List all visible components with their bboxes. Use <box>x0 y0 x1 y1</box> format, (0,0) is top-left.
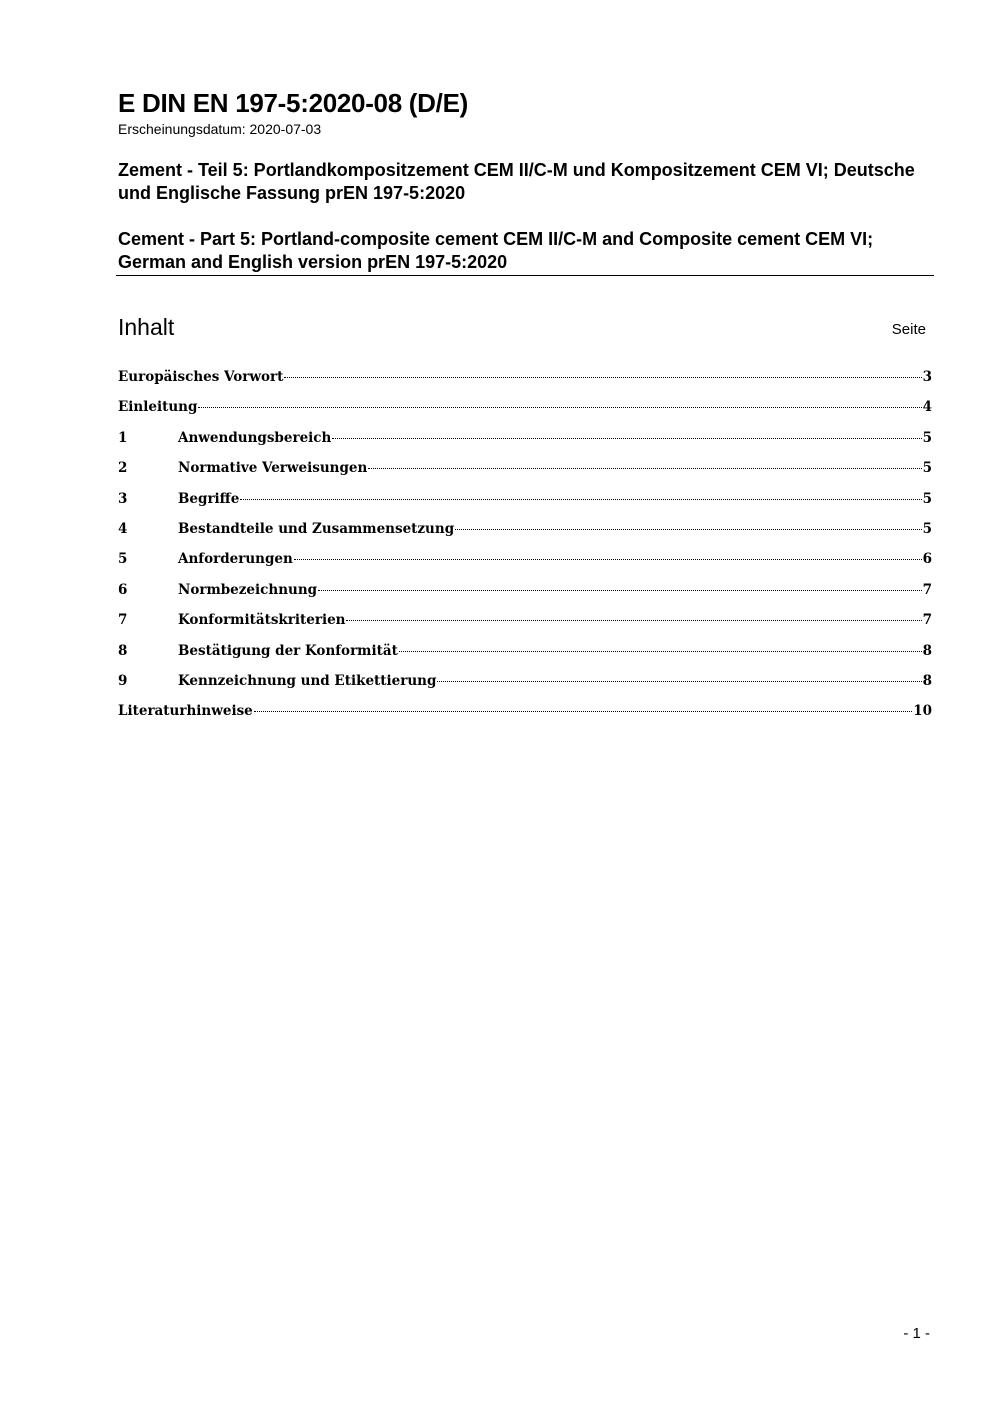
toc-entry[interactable] <box>118 460 932 490</box>
toc-entry-title: Bestandteile und Zusammensetzung <box>178 520 455 537</box>
toc-entry-title: Normative Verweisungen <box>178 460 368 477</box>
toc-entry[interactable] <box>118 521 932 551</box>
toc-entry-page: 5 <box>922 429 932 446</box>
toc-entry[interactable] <box>118 491 932 521</box>
header-divider <box>116 275 934 276</box>
toc-entry-number: 9 <box>118 672 128 689</box>
title-german: Zement - Teil 5: Portlandkompositzement CEM II/C-M und Kompositzement CEM VI; Deutsche und Englische Fassung prEN 197-5:2020 <box>118 160 915 203</box>
toc-leader-dots <box>318 590 922 591</box>
toc-entry-number: 4 <box>118 520 128 537</box>
toc-leader-dots <box>284 377 921 378</box>
toc-entry[interactable] <box>118 399 932 429</box>
toc-entry[interactable] <box>118 703 932 733</box>
toc-entry-page: 5 <box>922 490 932 507</box>
toc-entry[interactable] <box>118 643 932 673</box>
title-english: Cement - Part 5: Portland-composite cement CEM II/C-M and Composite cement CEM VI; German and English version prEN 197-5:2020 <box>118 229 874 272</box>
toc-entry-page: 8 <box>922 672 932 689</box>
toc-entry-page: 8 <box>922 642 932 659</box>
toc-heading: Inhalt <box>118 314 175 340</box>
table-of-contents <box>118 369 932 734</box>
toc-entry-title: Literaturhinweise <box>118 703 253 720</box>
toc-leader-dots <box>254 711 912 712</box>
toc-leader-dots <box>437 681 921 682</box>
toc-entry-number: 6 <box>118 581 128 598</box>
toc-entry-number: 8 <box>118 642 128 659</box>
toc-entry-title: Bestätigung der Konformität <box>178 642 398 659</box>
page-number: - 1 - <box>903 1325 930 1342</box>
toc-entry[interactable] <box>118 673 932 703</box>
toc-leader-dots <box>399 651 922 652</box>
toc-entry[interactable] <box>118 582 932 612</box>
toc-entry-page: 6 <box>922 551 932 568</box>
toc-entry-title: Kennzeichnung und Etikettierung <box>178 672 437 689</box>
toc-entry-page: 3 <box>922 369 932 385</box>
toc-entry[interactable] <box>118 551 932 581</box>
toc-entry-page: 5 <box>922 520 932 537</box>
toc-entry-title: Europäisches Vorwort <box>118 369 284 385</box>
toc-page-column-label: Seite <box>891 321 926 338</box>
toc-entry-page: 10 <box>913 703 932 720</box>
toc-entry-number: 7 <box>118 612 128 629</box>
toc-leader-dots <box>346 620 921 621</box>
toc-entry-number: 5 <box>118 551 128 568</box>
toc-entry-page: 7 <box>922 612 932 629</box>
toc-entry[interactable] <box>118 430 932 460</box>
toc-leader-dots <box>455 529 921 530</box>
toc-entry-title: Anwendungsbereich <box>178 429 332 446</box>
toc-entry-title: Konformitätskriterien <box>178 612 346 629</box>
toc-leader-dots <box>332 438 921 439</box>
toc-entry[interactable] <box>118 612 932 642</box>
toc-entry-title: Begriffe <box>178 490 240 507</box>
toc-entry-title: Anforderungen <box>178 551 293 568</box>
toc-leader-dots <box>294 559 922 560</box>
toc-leader-dots <box>240 499 921 500</box>
toc-entry-page: 7 <box>922 581 932 598</box>
toc-entry-page: 5 <box>922 460 932 477</box>
toc-entry[interactable] <box>118 369 932 399</box>
toc-leader-dots <box>198 407 921 408</box>
toc-entry-number: 1 <box>118 429 128 446</box>
toc-entry-title: Einleitung <box>118 399 198 416</box>
toc-entry-page: 4 <box>922 399 932 416</box>
toc-entry-number: 2 <box>118 460 128 477</box>
toc-entry-title: Normbezeichnung <box>178 581 318 598</box>
toc-entry-number: 3 <box>118 490 128 507</box>
publication-date: Erscheinungsdatum: 2020-07-03 <box>118 121 322 137</box>
toc-leader-dots <box>368 468 921 469</box>
document-id: E DIN EN 197-5:2020-08 (D/E) <box>118 88 468 118</box>
